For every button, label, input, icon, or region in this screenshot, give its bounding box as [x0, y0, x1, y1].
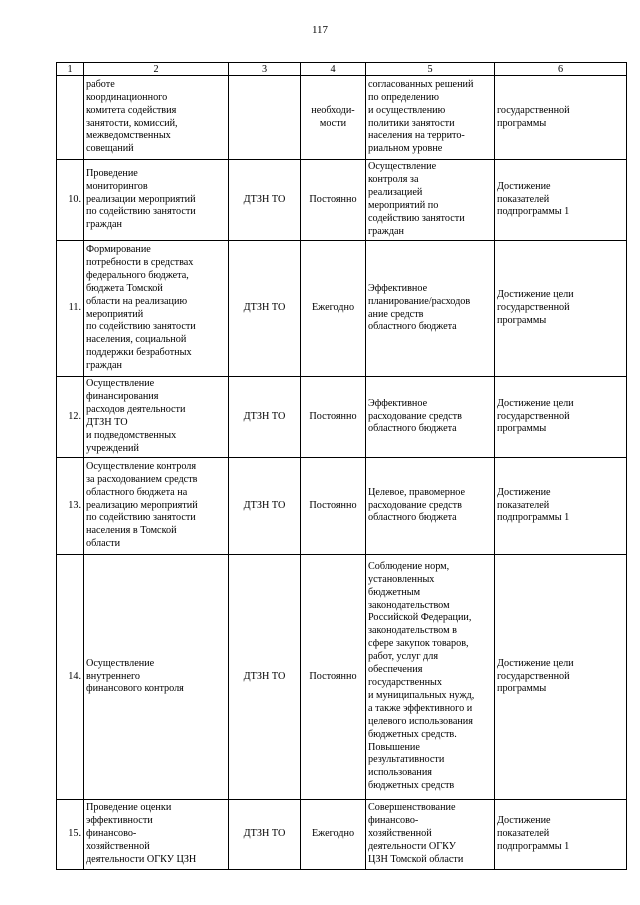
result-cell-line: финансово- [368, 815, 419, 827]
row-number: 15. [57, 800, 84, 870]
goal-link-cell-line: государственной [497, 670, 570, 682]
result-cell [366, 555, 495, 800]
result-cell-line: Повышение [368, 741, 420, 753]
activity-cell-line: потребности в средствах [86, 256, 194, 268]
period-cell-line: Постоянно [309, 193, 357, 205]
result-cell-line: законодательством [368, 599, 450, 611]
result-cell-line: целевого использования [368, 715, 473, 727]
activity-cell-line: мониторингов [86, 180, 148, 192]
goal-link-cell [495, 76, 627, 160]
period-cell-line: Постоянно [309, 670, 357, 682]
result-cell-line: Эффективное [368, 397, 428, 409]
activity-cell-line: федерального бюджета, [86, 269, 189, 281]
period-cell [301, 800, 366, 870]
activity-cell-line: за расходованием средств [86, 473, 198, 485]
activity-cell-line: реализации мероприятий [86, 193, 196, 205]
result-cell-line: бюджетным [368, 586, 421, 598]
table-row [57, 160, 627, 241]
activity-cell-line: населения в Томской [86, 525, 177, 537]
activity-cell-line: занятости, комиссий, [86, 117, 178, 129]
activity-cell-line: совещаний [86, 143, 134, 155]
result-cell-line: законодательством в [368, 625, 457, 637]
result-cell-line: расходование средств [368, 410, 462, 422]
column-header: 5 [366, 63, 495, 76]
activity-cell [84, 377, 229, 458]
period-cell [301, 377, 366, 458]
period-cell [301, 76, 366, 160]
result-cell-line: Совершенствование [368, 802, 456, 814]
column-header: 2 [84, 63, 229, 76]
activity-cell-line: финансового контроля [86, 683, 184, 695]
period-cell [301, 555, 366, 800]
activity-cell-line: граждан [86, 219, 122, 231]
goal-link-cell-line: показателей [497, 828, 550, 840]
result-cell-line: планирование/расходов [368, 295, 471, 307]
activity-cell-line: хозяйственной [86, 840, 150, 852]
activity-cell-line: эффективности [86, 815, 153, 827]
period-cell-line: Постоянно [309, 410, 357, 422]
activity-cell-line: Проведение оценки [86, 802, 172, 814]
result-cell-line: контроля за [368, 174, 419, 186]
activity-cell [84, 241, 229, 377]
activity-cell [84, 458, 229, 555]
table-row [57, 377, 627, 458]
result-cell [366, 377, 495, 458]
period-cell-line: Ежегодно [311, 302, 355, 314]
goal-link-cell-line: показателей [497, 193, 550, 205]
executor-cell: ДТЗН ТО [229, 241, 301, 377]
goal-link-cell-line: Достижение цели [497, 397, 574, 409]
goal-link-cell-line: Достижение цели [497, 289, 574, 301]
result-cell-line: граждан [368, 225, 404, 237]
activity-cell-line: межведомственных [86, 130, 171, 142]
activity-cell-line: ДТЗН ТО [86, 417, 128, 428]
result-cell-line: установленных [368, 573, 435, 585]
activity-cell-line: работе [86, 78, 115, 90]
activity-cell-line: Осуществление [86, 378, 155, 390]
result-cell-line: областного бюджета [368, 423, 457, 435]
goal-link-cell-line: подпрограммы 1 [497, 840, 570, 852]
activity-cell [84, 160, 229, 241]
goal-link-cell-line: программы [497, 683, 547, 695]
activity-cell-line: поддержки безработных [86, 347, 192, 359]
activity-cell-line: по содействию занятости [86, 321, 196, 333]
result-cell-line: риальном уровне [368, 143, 443, 155]
page-number: 117 [311, 24, 329, 36]
activity-cell-line: Осуществление контроля [86, 460, 197, 472]
executor-cell [229, 76, 301, 160]
result-cell-line: а также эффективного и [368, 702, 473, 714]
row-number: 10. [57, 160, 84, 241]
column-header: 3 [229, 63, 301, 76]
period-cell [301, 241, 366, 377]
goal-link-cell-line: подпрограммы 1 [497, 206, 570, 218]
row-number [57, 76, 84, 160]
result-cell [366, 241, 495, 377]
result-cell-line: Целевое, правомерное [368, 486, 466, 498]
result-cell [366, 160, 495, 241]
result-cell-line: областного бюджета [368, 321, 457, 333]
table-row [57, 555, 627, 800]
executor-cell: ДТЗН ТО [229, 377, 301, 458]
activity-cell-line: областного бюджета на [86, 486, 188, 498]
result-cell-line: мероприятий по [368, 200, 439, 211]
goal-link-cell-line: показателей [497, 499, 550, 511]
goal-link-cell-line: Достижение [497, 486, 551, 498]
result-cell-line: бюджетных средств. [368, 728, 457, 740]
activity-cell [84, 76, 229, 160]
goal-link-cell [495, 241, 627, 377]
activity-cell-line: комитета содействия [86, 104, 177, 116]
goal-link-cell-line: программы [497, 423, 547, 435]
goal-link-cell [495, 377, 627, 458]
result-cell-line: Осуществление [368, 161, 437, 173]
result-cell-line: по определению [368, 91, 439, 103]
column-header: 4 [301, 63, 366, 76]
executor-cell: ДТЗН ТО [229, 555, 301, 800]
goal-link-cell-line: Достижение [497, 815, 551, 827]
row-number: 13. [57, 458, 84, 555]
header-row [57, 63, 627, 76]
activity-cell-line: бюджета Томской [86, 282, 163, 294]
activity-cell-line: расходов деятельности [86, 404, 186, 416]
result-cell-line: бюджетных средств [368, 780, 455, 792]
table-row [57, 458, 627, 555]
result-cell [366, 800, 495, 870]
goal-link-cell-line: государственной [497, 410, 570, 422]
goal-link-cell [495, 160, 627, 241]
activity-cell-line: Осуществление [86, 657, 155, 669]
period-cell-line: Ежегодно [311, 828, 355, 840]
result-cell-line: обеспечения [368, 664, 423, 676]
activity-cell-line: финансово- [86, 828, 137, 840]
goal-link-cell [495, 555, 627, 800]
row-number: 11. [57, 241, 84, 377]
result-cell-line: Российской Федерации, [368, 612, 472, 624]
table-row [57, 800, 627, 870]
result-cell-line: расходование средств [368, 499, 462, 511]
activity-cell-line: деятельности ОГКУ ЦЗН [86, 853, 197, 865]
result-cell-line: ЦЗН Томской области [368, 853, 464, 865]
activity-cell [84, 555, 229, 800]
table-row [57, 241, 627, 377]
result-cell-line: работ, услуг для [368, 651, 439, 663]
result-cell-line: и муниципальных нужд, [368, 689, 475, 701]
period-cell-line: мости [319, 117, 347, 129]
goal-link-cell-line: Достижение [497, 180, 551, 192]
column-header: 6 [495, 63, 627, 76]
activity-cell-line: координационного [86, 91, 168, 103]
period-cell [301, 458, 366, 555]
measures-table [56, 62, 627, 870]
period-cell [301, 160, 366, 241]
row-number: 14. [57, 555, 84, 800]
activity-cell-line: мероприятий [86, 308, 144, 320]
activity-cell-line: населения, социальной [86, 334, 187, 346]
result-cell-line: использования [368, 767, 432, 779]
result-cell [366, 76, 495, 160]
activity-cell-line: по содействию занятости [86, 512, 196, 524]
result-cell-line: хозяйственной [368, 828, 432, 840]
activity-cell-line: области [86, 538, 121, 550]
activity-cell-line: по содействию занятости [86, 206, 196, 218]
result-cell [366, 458, 495, 555]
activity-cell-line: Формирование [86, 243, 151, 255]
executor-cell: ДТЗН ТО [229, 160, 301, 241]
goal-link-cell-line: подпрограммы 1 [497, 512, 570, 524]
activity-cell-line: внутреннего [86, 670, 140, 682]
result-cell-line: согласованных решений [368, 78, 474, 90]
executor-cell: ДТЗН ТО [229, 800, 301, 870]
result-cell-line: и осуществлению [368, 104, 446, 116]
activity-cell-line: и подведомственных [86, 429, 177, 441]
result-cell-line: содействию занятости [368, 212, 465, 224]
result-cell-line: ание средств [368, 308, 424, 320]
goal-link-cell [495, 458, 627, 555]
activity-cell-line: Проведение [86, 167, 138, 179]
activity-cell-line: учреждений [86, 442, 139, 454]
result-cell-line: политики занятости [368, 117, 455, 129]
goal-link-cell [495, 800, 627, 870]
executor-cell: ДТЗН ТО [229, 458, 301, 555]
goal-link-cell-line: программы [497, 314, 547, 326]
row-number: 12. [57, 377, 84, 458]
column-header: 1 [57, 63, 84, 76]
goal-link-cell-line: государственной [497, 302, 570, 314]
activity-cell-line: реализацию мероприятий [86, 499, 198, 511]
result-cell-line: Соблюдение норм, [368, 560, 450, 572]
result-cell-line: населения на террито- [368, 130, 465, 142]
activity-cell-line: области на реализацию [86, 295, 188, 307]
table-row [57, 76, 627, 160]
goal-link-cell-line: государственной [497, 104, 570, 116]
result-cell-line: областного бюджета [368, 512, 457, 524]
result-cell-line: Эффективное [368, 282, 428, 294]
goal-link-cell-line: Достижение цели [497, 657, 574, 669]
result-cell-line: деятельности ОГКУ [368, 840, 456, 852]
result-cell-line: государственных [368, 677, 442, 688]
activity-cell-line: граждан [86, 360, 122, 372]
activity-cell [84, 800, 229, 870]
activity-cell-line: финансирования [86, 391, 159, 403]
period-cell-line: необходи- [311, 104, 355, 116]
goal-link-cell-line: программы [497, 117, 547, 129]
result-cell-line: реализацией [368, 187, 423, 199]
period-cell-line: Постоянно [309, 499, 357, 511]
result-cell-line: сфере закупок товаров, [368, 638, 469, 650]
result-cell-line: результативности [368, 754, 445, 766]
